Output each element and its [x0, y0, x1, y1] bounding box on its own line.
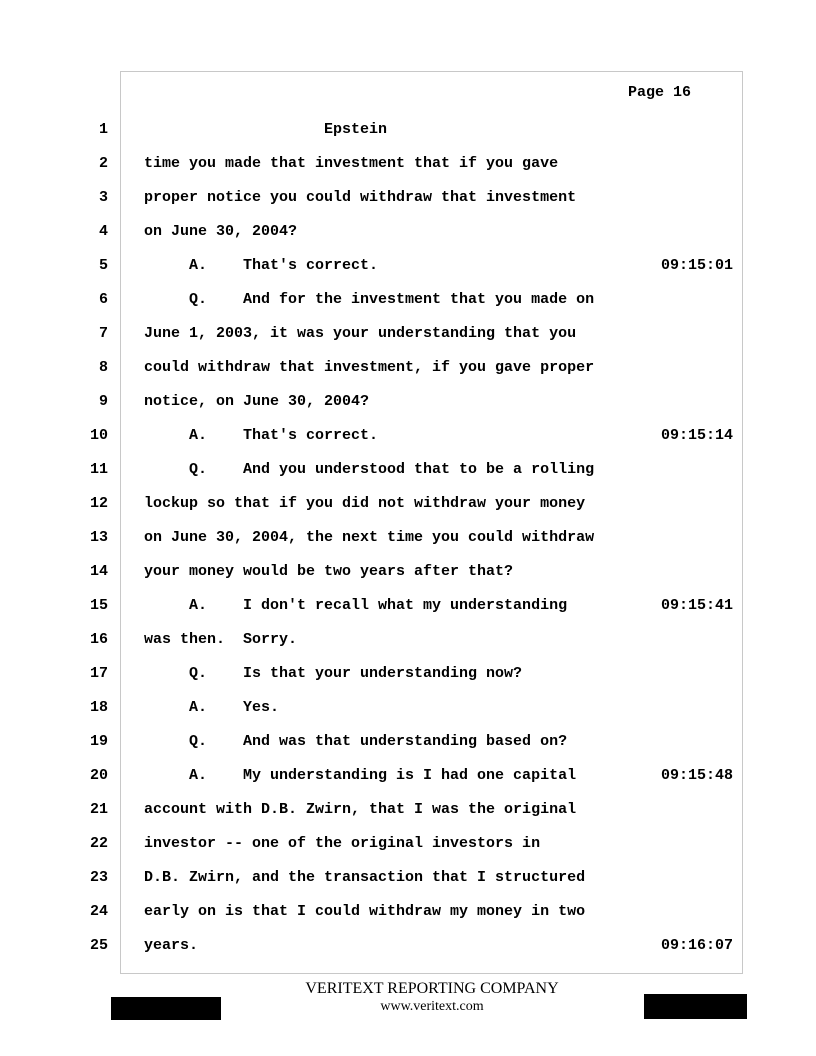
line-text: A. My understanding is I had one capital [144, 767, 577, 784]
line-number: 21 [89, 801, 108, 818]
transcript-line [0, 155, 816, 175]
line-number: 19 [89, 733, 108, 750]
line-text: lockup so that if you did not withdraw your money [144, 495, 586, 512]
line-number: 14 [89, 563, 108, 580]
transcript-line [0, 461, 816, 481]
line-number: 4 [98, 223, 108, 240]
transcript-line [0, 393, 816, 413]
line-text: A. That's correct. [144, 257, 379, 274]
line-number: 1 [98, 121, 108, 138]
line-timestamp: 09:15:01 [661, 257, 734, 274]
transcript-line [0, 869, 816, 889]
transcript-line [0, 631, 816, 651]
line-number: 22 [89, 835, 108, 852]
line-text: A. Yes. [144, 699, 280, 716]
line-text: investor -- one of the original investors in [144, 835, 541, 852]
line-text: Epstein [144, 121, 388, 138]
line-text: June 1, 2003, it was your understanding that you [144, 325, 577, 342]
line-number: 8 [98, 359, 108, 376]
transcript-line [0, 597, 816, 617]
transcript-line [0, 257, 816, 277]
line-number: 25 [89, 937, 108, 954]
redaction-block-left [111, 997, 221, 1020]
line-number: 20 [89, 767, 108, 784]
transcript-line [0, 801, 816, 821]
transcript-line [0, 495, 816, 515]
transcript-line [0, 291, 816, 311]
transcript-line [0, 121, 816, 141]
line-number: 9 [98, 393, 108, 410]
line-text: Q. Is that your understanding now? [144, 665, 523, 682]
line-timestamp: 09:15:41 [661, 597, 734, 614]
line-number: 3 [98, 189, 108, 206]
line-number: 2 [98, 155, 108, 172]
line-text: on June 30, 2004, the next time you could withdraw [144, 529, 595, 546]
line-text: notice, on June 30, 2004? [144, 393, 370, 410]
line-number: 17 [89, 665, 108, 682]
line-timestamp: 09:15:14 [661, 427, 734, 444]
transcript-line [0, 223, 816, 243]
line-timestamp: 09:16:07 [661, 937, 734, 954]
line-number: 23 [89, 869, 108, 886]
line-number: 13 [89, 529, 108, 546]
line-number: 16 [89, 631, 108, 648]
line-text: early on is that I could withdraw my money in two [144, 903, 586, 920]
line-text: on June 30, 2004? [144, 223, 298, 240]
transcript-line [0, 359, 816, 379]
line-number: 15 [89, 597, 108, 614]
line-text: proper notice you could withdraw that investment [144, 189, 577, 206]
footer-url: www.veritext.com [380, 999, 484, 1014]
line-number: 10 [89, 427, 108, 444]
line-number: 11 [89, 461, 108, 478]
line-text: time you made that investment that if you gave [144, 155, 559, 172]
line-text: was then. Sorry. [144, 631, 298, 648]
transcript-line [0, 903, 816, 923]
transcript-line [0, 529, 816, 549]
transcript-line [0, 767, 816, 787]
line-text: A. That's correct. [144, 427, 379, 444]
transcript-line [0, 835, 816, 855]
transcript-line [0, 937, 816, 957]
line-number: 6 [98, 291, 108, 308]
line-text: Q. And was that understanding based on? [144, 733, 568, 750]
transcript-line [0, 325, 816, 345]
line-text: D.B. Zwirn, and the transaction that I structured [144, 869, 586, 886]
line-number: 5 [98, 257, 108, 274]
line-number: 24 [89, 903, 108, 920]
transcript-line [0, 699, 816, 719]
footer-company: VERITEXT REPORTING COMPANY [305, 980, 559, 997]
line-text: your money would be two years after that? [144, 563, 514, 580]
transcript-line [0, 189, 816, 209]
line-number: 18 [89, 699, 108, 716]
transcript-line [0, 665, 816, 685]
redaction-block-right [644, 994, 747, 1019]
line-number: 7 [98, 325, 108, 342]
line-text: Q. And for the investment that you made on [144, 291, 595, 308]
transcript-line [0, 733, 816, 753]
transcript-line [0, 563, 816, 583]
line-text: account with D.B. Zwirn, that I was the original [144, 801, 577, 818]
line-timestamp: 09:15:48 [661, 767, 734, 784]
line-text: years. [144, 937, 199, 954]
line-text: could withdraw that investment, if you gave proper [144, 359, 595, 376]
transcript-line [0, 427, 816, 447]
line-number: 12 [89, 495, 108, 512]
line-text: A. I don't recall what my understanding [144, 597, 568, 614]
page-number: Page 16 [628, 84, 692, 101]
line-text: Q. And you understood that to be a rolling [144, 461, 595, 478]
